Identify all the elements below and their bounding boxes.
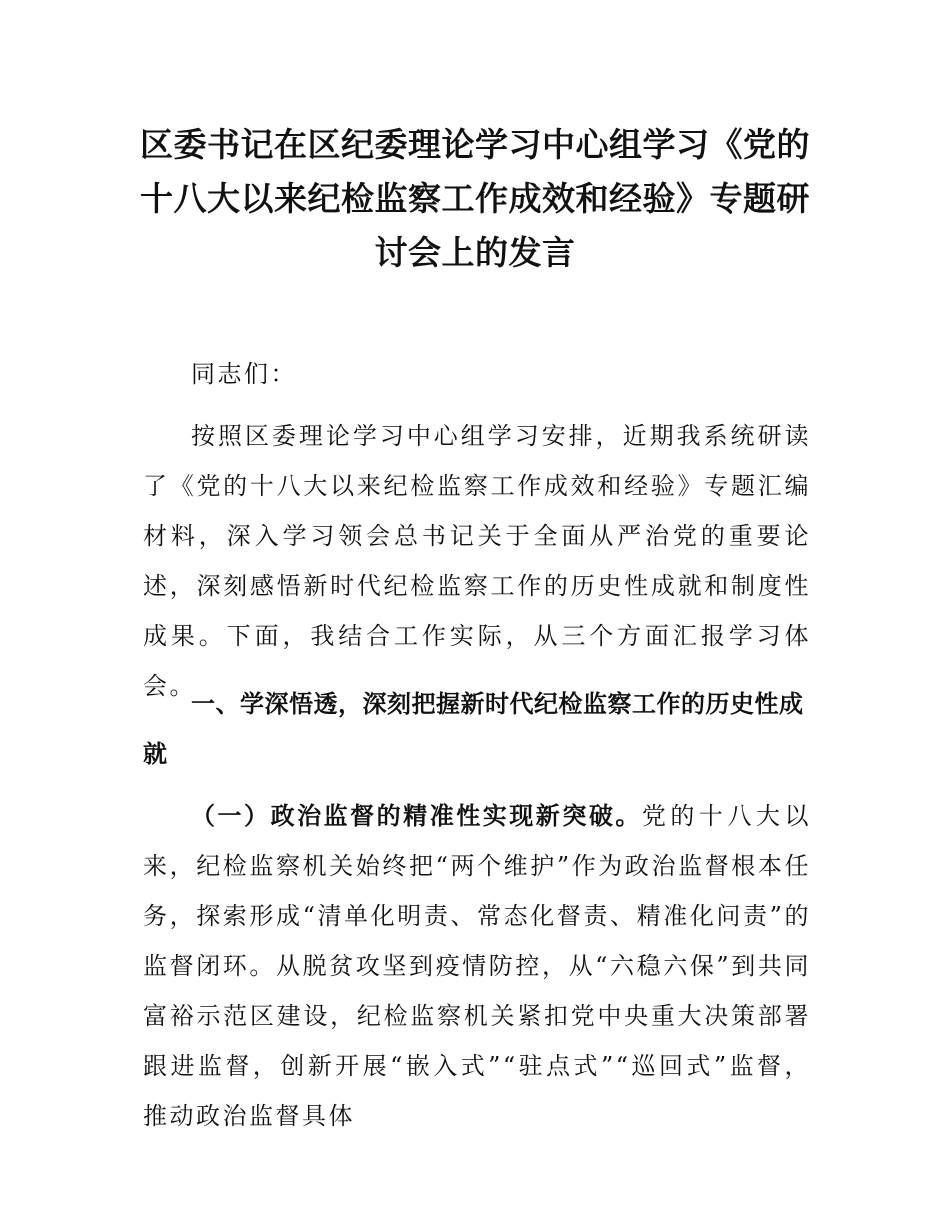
intro-paragraph: 按照区委理论学习中心组学习安排，近期我系统研读了《党的十八大以来纪检监察工作成效和经验》专题汇编材料，深入学习领会总书记关于全面从严治党的重要论述，深刻感悟新时代纪检监察工作的历史性成就和制度性成果。下面，我结合工作实际，从三个方面汇报学习体会。	[143, 422, 811, 700]
document-title: 区委书记在区纪委理论学习中心组学习《党的十八大以来纪检监察工作成效和经验》专题研讨会上的发言	[140, 125, 810, 272]
section-one-text: 党的十八大以来，纪检监察机关始终把“两个维护”作为政治监督根本任务，探索形成“清单化明责、常态化督责、精准化问责”的监督闭环。从脱贫攻坚到疫情防控，从“六稳六保”到共同富裕示范区建设，纪检监察机关紧扣党中央重大决策部署跟进监督，创新开展“嵌入式”“驻点式”“巡回式”监督，推动政治监督具体	[143, 802, 812, 1130]
subheading-one: （一）政治监督的精准性实现新突破。	[191, 802, 642, 830]
salutation: 同志们：	[191, 360, 297, 388]
section-heading-one: 一、学深悟透，深刻把握新时代纪检监察工作的历史性成就	[143, 690, 804, 768]
section-one-paragraph	[143, 791, 811, 1141]
